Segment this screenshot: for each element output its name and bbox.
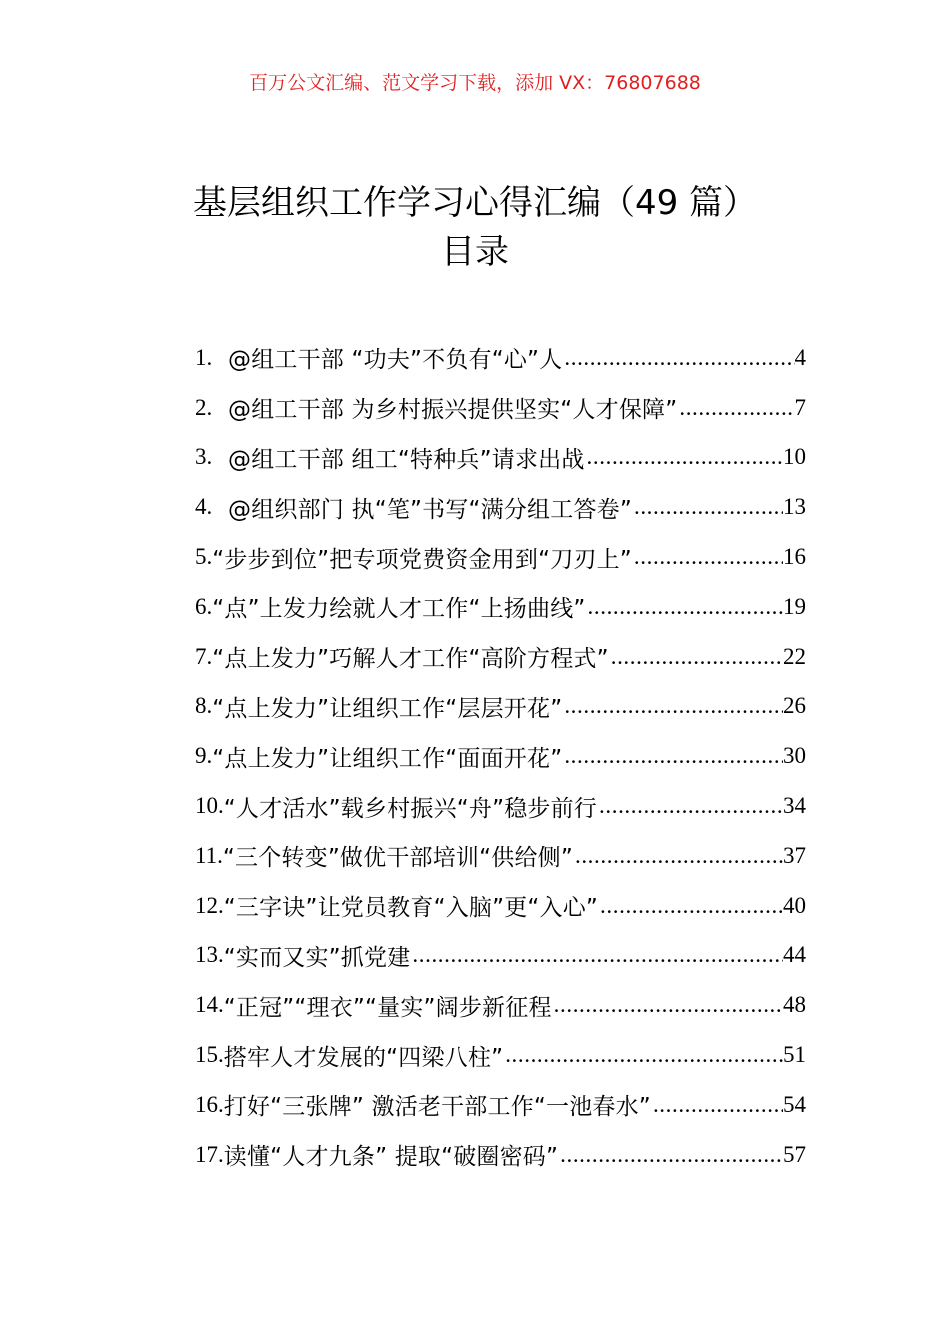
toc-entry[interactable] [195, 1030, 806, 1080]
toc-dot-leader [564, 345, 794, 371]
toc-entry-title: “实而又实”抓党建 [223, 944, 411, 971]
toc-entry-number: 17. [195, 1141, 224, 1167]
toc-dot-leader [588, 594, 783, 620]
toc-entry-number: 11. [195, 842, 223, 868]
toc-entry-title: “点上发力”巧解人才工作“高阶方程式” [212, 646, 609, 673]
toc-dot-leader [554, 992, 783, 1018]
toc-entry-title: “步步到位”把专项党费资金用到“刀刃上” [212, 546, 632, 573]
toc-entry-page: 30 [783, 743, 806, 769]
toc-entry[interactable] [195, 1130, 806, 1180]
toc-entry-number: 9. [195, 743, 213, 769]
toc-entry-number: 4. [195, 494, 213, 520]
header-watermark-note: 百万公文汇编、范文学习下载，添加 VX：76807688 [249, 72, 701, 94]
toc-entry-number: 14. [195, 992, 224, 1018]
toc-entry[interactable] [195, 881, 806, 931]
toc-entry-title: @组工干部 “功夫”不负有“心”人 [228, 347, 563, 374]
toc-entry-page: 48 [783, 992, 806, 1018]
toc-entry-page: 16 [783, 544, 806, 570]
toc-dot-leader [600, 893, 783, 919]
toc-dot-leader [564, 743, 783, 769]
toc-entry-number: 3. [195, 444, 213, 470]
toc-entry-title: “点上发力”让组织工作“层层开花” [212, 695, 563, 722]
toc-entry-title: @组织部门 执“笔”书写“满分组工答卷” [228, 496, 632, 523]
toc-entry-page: 26 [783, 693, 806, 719]
toc-entry-number: 12. [195, 892, 224, 918]
toc-entry[interactable] [195, 682, 806, 732]
toc-entry-page: 40 [783, 892, 806, 918]
toc-dot-leader [653, 1092, 783, 1118]
toc-entry[interactable] [195, 433, 806, 483]
toc-entry-page: 44 [783, 942, 806, 968]
toc-entry-title: 搭牢人才发展的“四梁八柱” [223, 1044, 504, 1071]
toc-entry-page: 34 [783, 793, 806, 819]
toc-entry-page: 4 [794, 344, 806, 370]
toc-entry-number: 16. [195, 1091, 224, 1117]
toc-entry-title: “人才活水”载乡村振兴“舟”稳步前行 [223, 795, 598, 822]
toc-entry-page: 10 [783, 444, 806, 470]
toc-entry-title: “点上发力”让组织工作“面面开花” [212, 745, 563, 772]
toc-dot-leader [412, 942, 783, 968]
toc-entry-number: 10. [195, 793, 224, 819]
toc-entry-page: 51 [783, 1042, 806, 1068]
toc-entry-number: 13. [195, 942, 224, 968]
toc-entry-title: @组工干部 组工“特种兵”请求出战 [228, 446, 585, 473]
toc-entry[interactable] [195, 333, 806, 383]
toc-entry-page: 37 [783, 842, 806, 868]
toc-entry-page: 19 [783, 593, 806, 619]
toc-entry-title: “三个转变”做优干部培训“供给侧” [222, 845, 573, 872]
toc-dot-leader [634, 494, 783, 520]
toc-dot-leader [560, 1142, 783, 1168]
toc-entry-number: 6. [195, 593, 213, 619]
toc-entry-number: 15. [195, 1042, 224, 1068]
toc-entry-page: 57 [783, 1141, 806, 1167]
document-title: 基层组织工作学习心得汇编（49 篇） [192, 183, 758, 223]
toc-dot-leader [611, 644, 783, 670]
toc-dot-leader [564, 693, 783, 719]
toc-dot-leader [599, 793, 783, 819]
toc-entry[interactable] [195, 383, 806, 433]
toc-entry-number: 8. [195, 693, 213, 719]
toc-entry-page: 22 [783, 643, 806, 669]
table-of-contents [195, 333, 806, 1180]
toc-entry-page: 7 [794, 394, 806, 420]
toc-entry-title: @组工干部 为乡村振兴提供坚实“人才保障” [228, 397, 678, 424]
toc-entry[interactable] [195, 980, 806, 1030]
toc-dot-leader [634, 544, 783, 570]
toc-entry[interactable] [195, 781, 806, 831]
toc-entry[interactable] [195, 532, 806, 582]
toc-heading: 目录 [441, 232, 509, 272]
toc-entry[interactable] [195, 731, 806, 781]
toc-entry[interactable] [195, 632, 806, 682]
toc-dot-leader [587, 444, 783, 470]
toc-entry-title: 打好“三张牌” 激活老干部工作“一池春水” [223, 1094, 651, 1121]
toc-entry-title: “点”上发力绘就人才工作“上扬曲线” [212, 596, 586, 623]
toc-entry-number: 7. [195, 643, 213, 669]
toc-entry-title: “三字诀”让党员教育“入脑”更“入心” [223, 895, 599, 922]
toc-entry-number: 2. [195, 394, 213, 420]
toc-entry[interactable] [195, 831, 806, 881]
toc-entry-title: “正冠”“理衣”“量实”阔步新征程 [223, 994, 552, 1021]
toc-entry-number: 5. [195, 544, 213, 570]
toc-entry-title: 读懂“人才九条” 提取“破圈密码” [223, 1144, 559, 1171]
toc-entry-page: 13 [783, 494, 806, 520]
toc-dot-leader [505, 1042, 783, 1068]
toc-entry[interactable] [195, 482, 806, 532]
toc-dot-leader [575, 843, 783, 869]
toc-entry[interactable] [195, 1080, 806, 1130]
toc-dot-leader [679, 395, 794, 421]
toc-entry[interactable] [195, 931, 806, 981]
toc-entry-page: 54 [783, 1091, 806, 1117]
toc-entry-number: 1. [195, 344, 213, 370]
toc-entry[interactable] [195, 582, 806, 632]
